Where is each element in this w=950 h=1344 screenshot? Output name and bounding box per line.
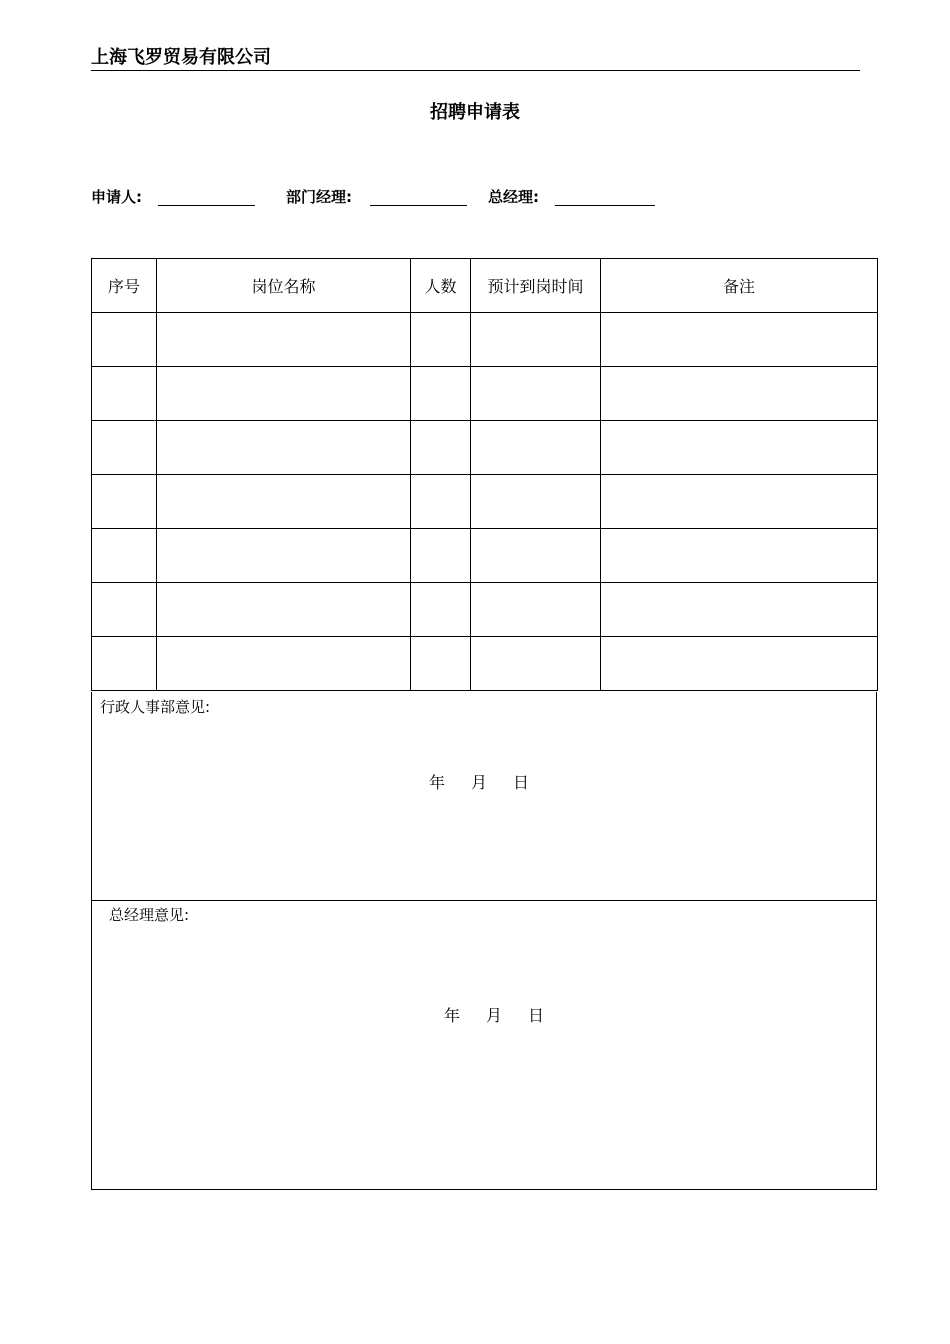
cell-count[interactable] <box>411 313 471 367</box>
header-remarks: 备注 <box>601 259 878 313</box>
table-row <box>92 637 878 691</box>
dept-manager-label: 部门经理: <box>286 188 352 206</box>
cell-arrival-time[interactable] <box>471 421 601 475</box>
cell-arrival-time[interactable] <box>471 475 601 529</box>
cell-seq[interactable] <box>92 529 157 583</box>
cell-seq[interactable] <box>92 637 157 691</box>
table-header-row <box>92 259 878 313</box>
hr-opinion-box[interactable] <box>91 692 877 901</box>
cell-position[interactable] <box>157 529 411 583</box>
cell-remarks[interactable] <box>601 421 878 475</box>
table-row <box>92 583 878 637</box>
table-row <box>92 529 878 583</box>
general-manager-field <box>488 185 539 209</box>
cell-remarks[interactable] <box>601 637 878 691</box>
cell-count[interactable] <box>411 583 471 637</box>
hr-year-label: 年 <box>429 773 446 792</box>
cell-seq[interactable] <box>92 583 157 637</box>
cell-seq[interactable] <box>92 475 157 529</box>
cell-count[interactable] <box>411 421 471 475</box>
cell-count[interactable] <box>411 475 471 529</box>
cell-position[interactable] <box>157 313 411 367</box>
table-row <box>92 475 878 529</box>
header-arrival-time: 预计到岗时间 <box>471 259 601 313</box>
hr-day-label: 日 <box>513 773 530 792</box>
cell-position[interactable] <box>157 475 411 529</box>
cell-count[interactable] <box>411 529 471 583</box>
gm-day-label: 日 <box>528 1006 545 1025</box>
header-position: 岗位名称 <box>157 259 411 313</box>
hr-opinion-date <box>429 770 529 793</box>
table-row <box>92 313 878 367</box>
cell-seq[interactable] <box>92 313 157 367</box>
general-manager-line[interactable] <box>555 185 655 209</box>
company-name: 上海飞罗贸易有限公司 <box>91 47 271 68</box>
general-manager-label: 总经理: <box>488 188 539 206</box>
applicant-label: 申请人: <box>91 188 142 206</box>
cell-remarks[interactable] <box>601 313 878 367</box>
form-title: 招聘申请表 <box>430 102 520 123</box>
header-count: 人数 <box>411 259 471 313</box>
hr-opinion-label: 行政人事部意见: <box>100 698 211 716</box>
gm-opinion-box[interactable] <box>91 900 877 1190</box>
cell-count[interactable] <box>411 367 471 421</box>
dept-manager-line[interactable] <box>370 185 467 209</box>
cell-count[interactable] <box>411 637 471 691</box>
cell-position[interactable] <box>157 583 411 637</box>
header-seq: 序号 <box>92 259 157 313</box>
gm-month-label: 月 <box>486 1006 503 1025</box>
cell-remarks[interactable] <box>601 529 878 583</box>
cell-position[interactable] <box>157 367 411 421</box>
table-row <box>92 421 878 475</box>
cell-position[interactable] <box>157 421 411 475</box>
gm-year-label: 年 <box>444 1006 461 1025</box>
cell-arrival-time[interactable] <box>471 367 601 421</box>
gm-opinion-label: 总经理意见: <box>109 906 190 924</box>
cell-position[interactable] <box>157 637 411 691</box>
cell-arrival-time[interactable] <box>471 313 601 367</box>
cell-remarks[interactable] <box>601 583 878 637</box>
applicant-field <box>91 185 142 209</box>
hr-month-label: 月 <box>471 773 488 792</box>
dept-manager-field <box>286 185 352 209</box>
cell-seq[interactable] <box>92 421 157 475</box>
cell-remarks[interactable] <box>601 367 878 421</box>
table-row <box>92 367 878 421</box>
cell-remarks[interactable] <box>601 475 878 529</box>
cell-arrival-time[interactable] <box>471 583 601 637</box>
cell-arrival-time[interactable] <box>471 637 601 691</box>
position-table <box>91 258 878 691</box>
cell-seq[interactable] <box>92 367 157 421</box>
cell-arrival-time[interactable] <box>471 529 601 583</box>
gm-opinion-date <box>444 1003 544 1026</box>
applicant-line[interactable] <box>158 185 255 209</box>
header-bar <box>91 46 860 71</box>
